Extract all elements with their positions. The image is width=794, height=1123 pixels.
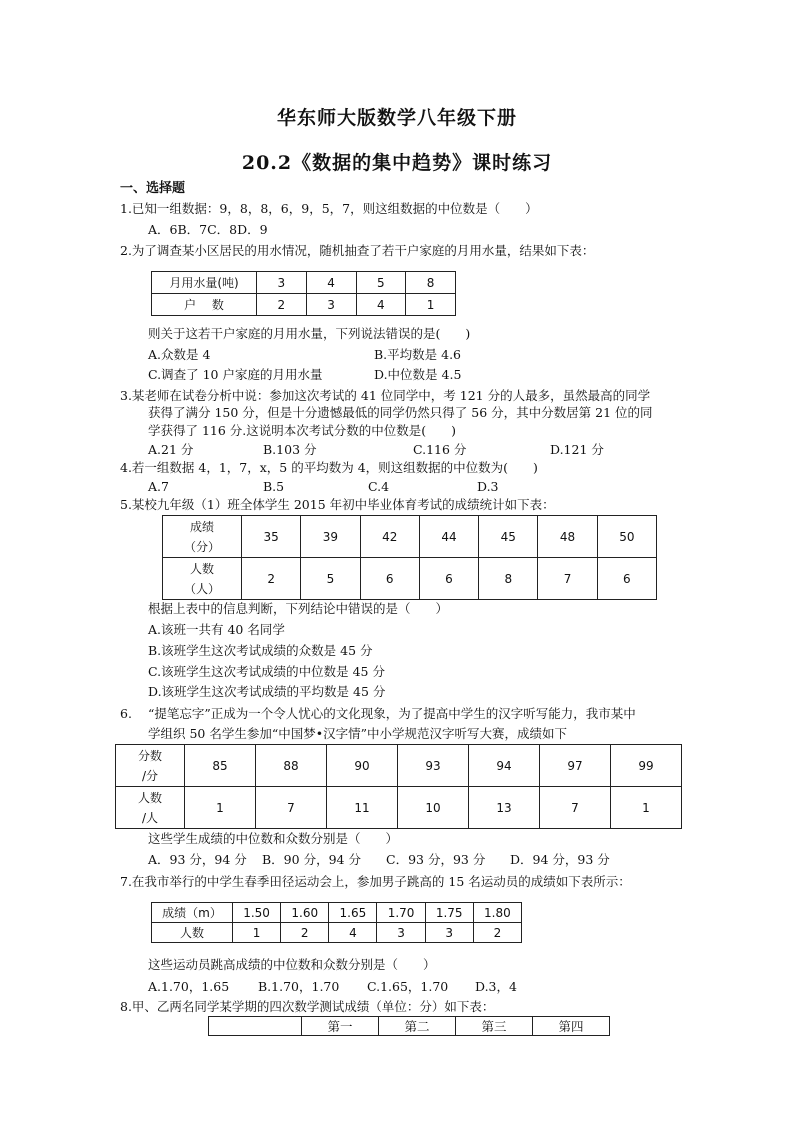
table-cell: 5 [301,558,360,600]
q3-option-b: B.103 分 [263,442,317,457]
table-cell: 1 [185,787,256,829]
table-cell: 1 [611,787,682,829]
q6-line-2: 学组织 50 名学生参加“中国梦•汉字情”中小学规范汉字听写大赛，成绩如下 [148,726,568,741]
table-cell: 85 [185,745,256,787]
table-cell: 93 [398,745,469,787]
q5-question: 根据上表中的信息判断，下列结论中错误的是（ ） [148,601,449,616]
table-cell: 3 [257,272,307,294]
q2-option-b: B.平均数是 4.6 [374,347,462,362]
q5-stem: 5.某校九年级（1）班全体学生 2015 年初中毕业体育考试的成绩统计如下表： [120,497,555,512]
table-row [152,923,522,943]
table-cell: 人数 [152,923,233,943]
table-row [116,787,682,829]
table-cell: 第四 [533,1017,610,1036]
q7-option-d: D.3，4 [475,979,517,994]
table-cell: 48 [538,516,597,558]
table-cell: 35 [242,516,301,558]
table-cell: 5 [356,272,406,294]
table-cell: 2 [473,923,521,943]
table-cell: 1.50 [233,903,281,923]
table-cell: 45 [479,516,538,558]
q2-question: 则关于这若干户家庭的月用水量，下列说法错误的是( ) [148,326,471,341]
table-cell: 成绩 （分） [163,516,242,558]
table-cell: 88 [256,745,327,787]
table-cell: 3 [425,923,473,943]
q7-option-c: C.1.65，1.70 [367,979,449,994]
q7-option-a: A.1.70，1.65 [148,979,230,994]
table-cell: 1.65 [329,903,377,923]
table-cell: 分数 /分 [116,745,185,787]
q3-line-1: 3.某老师在试卷分析中说：参加这次考试的 41 位同学中，考 121 分的人最多，虽然最高的同学 [120,388,651,403]
q2-stem: 2.为了调查某小区居民的用水情况，随机抽查了若干户家庭的月用水量，结果如下表： [120,243,595,258]
table-cell: 人数 /人 [116,787,185,829]
q4-option-c: C.4 [368,479,390,494]
table-cell: 6 [360,558,419,600]
table-cell: 1.70 [377,903,425,923]
q5-option-c: C.该班学生这次考试成绩的中位数是 45 分 [148,664,385,679]
table-cell: 2 [281,923,329,943]
q6-question: 这些学生成绩的中位数和众数分别是（ ） [148,831,399,846]
q8-table [208,1016,610,1036]
q6-option-a: A．93 分，94 分 [148,852,247,867]
table-cell: 月用水量(吨) [152,272,257,294]
q6-option-b: B．90 分，94 分 [262,852,361,867]
q4-option-b: B.5 [263,479,285,494]
table-cell: 97 [540,745,611,787]
table-cell: 6 [419,558,478,600]
table-cell: 第一 [302,1017,379,1036]
table-cell: 第三 [456,1017,533,1036]
table-cell: 4 [306,272,356,294]
table-cell: 4 [356,294,406,316]
q5-option-a: A.该班一共有 40 名同学 [148,622,285,637]
q3-option-d: D.121 分 [550,442,604,457]
table-cell: 90 [327,745,398,787]
q3-line-2: 获得了满分 150 分，但是十分遗憾最低的同学仍然只得了 56 分，其中分数居第 21 位的同 [148,405,653,420]
table-row [163,516,657,558]
table-cell: 1.80 [473,903,521,923]
table-cell: 2 [257,294,307,316]
table-cell: 户 数 [152,294,257,316]
document-title: 华东师大版数学八年级下册 [276,107,517,129]
q7-option-b: B.1.70，1.70 [258,979,340,994]
table-cell: 1 [233,923,281,943]
q5-option-b: B.该班学生这次考试成绩的众数是 45 分 [148,643,373,658]
table-cell: 1 [406,294,456,316]
table-cell: 1.75 [425,903,473,923]
table-cell: 13 [469,787,540,829]
q5-table [162,515,657,600]
q4-stem: 4.若一组数据 4，1，7，x，5 的平均数为 4，则这组数据的中位数为( ) [120,460,538,475]
table-cell: 94 [469,745,540,787]
table-cell: 99 [611,745,682,787]
section-heading: 一、选择题 [120,181,186,196]
q2-option-c: C.调查了 10 户家庭的月用水量 [148,367,323,382]
q6-option-d: D．94 分，93 分 [510,852,610,867]
table-cell: 4 [329,923,377,943]
table-cell: 44 [419,516,478,558]
table-cell [209,1017,302,1036]
table-cell: 10 [398,787,469,829]
table-cell: 1.60 [281,903,329,923]
table-row [152,272,456,294]
q6-line-1: “提笔忘字”正成为一个令人忧心的文化现象，为了提高中学生的汉字听写能力，我市某中 [148,706,636,721]
table-row [152,903,522,923]
table-cell: 42 [360,516,419,558]
table-cell: 成绩（m） [152,903,233,923]
table-cell: 3 [306,294,356,316]
q3-line-3: 学获得了 116 分.这说明本次考试分数的中位数是( ) [148,423,457,438]
table-cell: 3 [377,923,425,943]
q7-stem: 7.在我市举行的中学生春季田径运动会上，参加男子跳高的 15 名运动员的成绩如下表所示： [120,874,631,889]
table-row [152,294,456,316]
q7-question: 这些运动员跳高成绩的中位数和众数分别是（ ） [148,957,436,972]
table-cell: 50 [597,516,656,558]
table-row [209,1017,610,1036]
table-cell: 11 [327,787,398,829]
q3-option-a: A.21 分 [148,442,194,457]
table-cell: 8 [479,558,538,600]
q4-option-a: A.7 [148,479,169,494]
q1-options: A．6B．7C．8D．9 [148,222,268,237]
q2-table [151,271,456,316]
q1-stem: 1.已知一组数据：9，8，8，6，9，5，7，则这组数据的中位数是（ ） [120,201,538,216]
table-cell: 6 [597,558,656,600]
q6-number: 6. [120,706,132,721]
table-cell: 人数 （人） [163,558,242,600]
q2-option-a: A.众数是 4 [148,347,211,362]
q2-option-d: D.中位数是 4.5 [374,367,462,382]
table-cell: 39 [301,516,360,558]
q4-option-d: D.3 [477,479,499,494]
table-cell: 2 [242,558,301,600]
table-cell: 第二 [379,1017,456,1036]
document-subtitle: 20.2《数据的集中趋势》课时练习 [241,152,553,174]
table-cell: 7 [540,787,611,829]
table-cell: 8 [406,272,456,294]
q8-stem: 8.甲、乙两名同学某学期的四次数学测试成绩（单位：分）如下表： [120,999,495,1014]
q6-table [115,744,682,829]
table-row [163,558,657,600]
q5-option-d: D.该班学生这次考试成绩的平均数是 45 分 [148,684,386,699]
q3-option-c: C.116 分 [413,442,467,457]
table-cell: 7 [256,787,327,829]
q6-option-c: C．93 分，93 分 [386,852,486,867]
q7-table [151,902,522,943]
table-row [116,745,682,787]
table-cell: 7 [538,558,597,600]
